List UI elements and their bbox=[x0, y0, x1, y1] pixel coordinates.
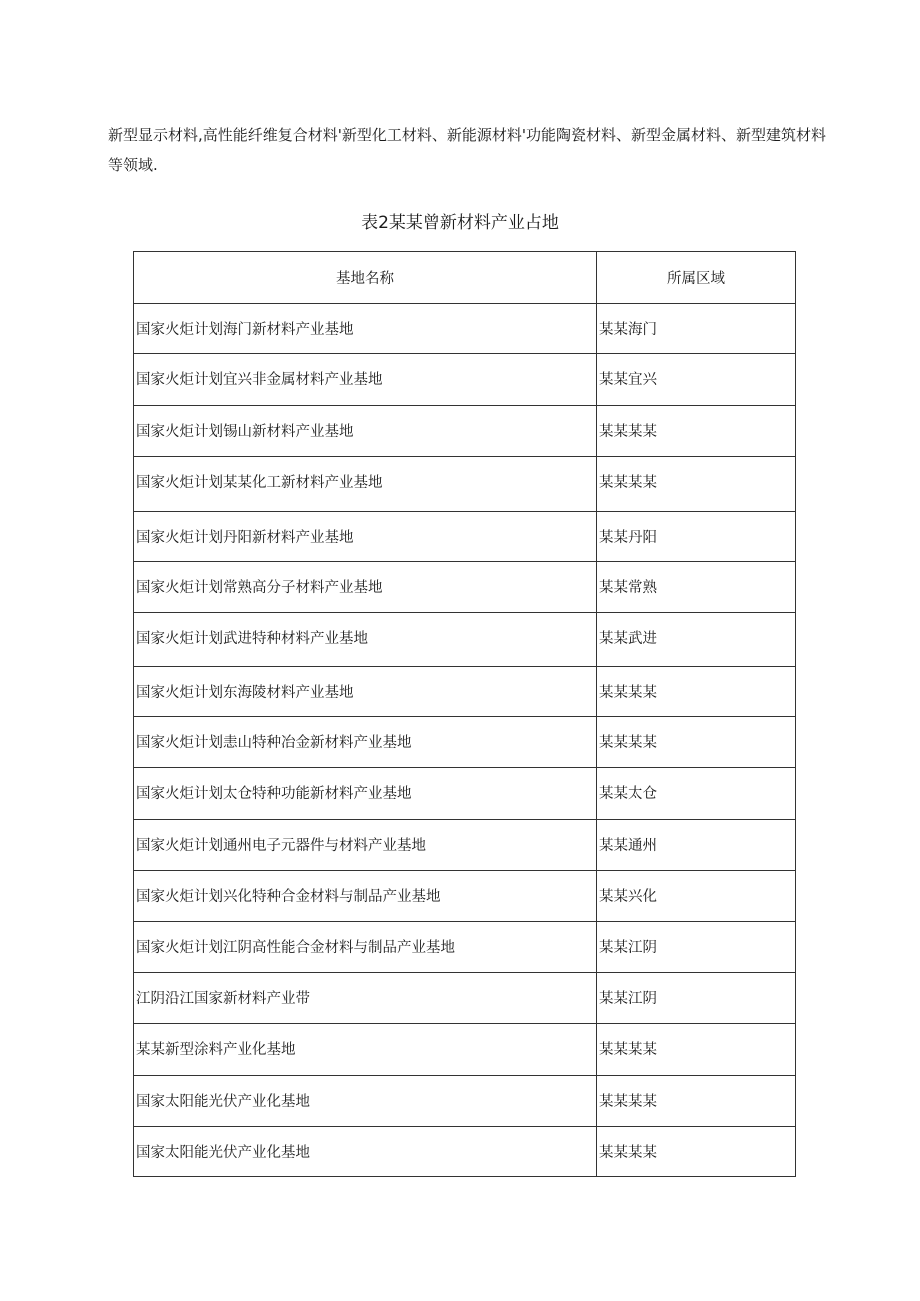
base-table bbox=[133, 251, 796, 1177]
cell-base-name: 国家火炬计划某某化工新材料产业基地 bbox=[134, 457, 597, 512]
cell-region: 某某某某 bbox=[597, 406, 796, 457]
table-row bbox=[134, 613, 796, 667]
table-row bbox=[134, 820, 796, 871]
table-row bbox=[134, 1076, 796, 1127]
table-header-row bbox=[134, 252, 796, 304]
cell-base-name: 国家火炬计划江阴高性能合金材料与制品产业基地 bbox=[134, 922, 597, 973]
cell-base-name: 国家太阳能光伏产业化基地 bbox=[134, 1076, 597, 1127]
body-paragraph: 新型显示材料,高性能纤维复合材料'新型化工材料、新能源材料'功能陶瓷材料、新型金属材料、新型建筑材料等领域. bbox=[108, 126, 827, 174]
table-row bbox=[134, 922, 796, 973]
cell-region: 某某海门 bbox=[597, 304, 796, 354]
table-row bbox=[134, 304, 796, 354]
table-row bbox=[134, 562, 796, 613]
table-body bbox=[134, 304, 796, 1177]
table-row bbox=[134, 406, 796, 457]
table-caption: 表2某某曾新材料产业占地 bbox=[361, 213, 559, 233]
cell-region: 某某某某 bbox=[597, 667, 796, 717]
cell-region: 某某江阴 bbox=[597, 973, 796, 1024]
cell-region: 某某某某 bbox=[597, 457, 796, 512]
cell-base-name: 国家火炬计划海门新材料产业基地 bbox=[134, 304, 597, 354]
table-row bbox=[134, 871, 796, 922]
header-base-name: 基地名称 bbox=[134, 252, 597, 304]
cell-region: 某某武进 bbox=[597, 613, 796, 667]
cell-region: 某某宜兴 bbox=[597, 354, 796, 406]
cell-region: 某某某某 bbox=[597, 1076, 796, 1127]
cell-region: 某某某某 bbox=[597, 1127, 796, 1177]
cell-base-name: 国家火炬计划丹阳新材料产业基地 bbox=[134, 512, 597, 562]
cell-base-name: 国家太阳能光伏产业化基地 bbox=[134, 1127, 597, 1177]
cell-region: 某某江阴 bbox=[597, 922, 796, 973]
cell-base-name: 国家火炬计划宜兴非金属材料产业基地 bbox=[134, 354, 597, 406]
table-row bbox=[134, 1024, 796, 1076]
table-row bbox=[134, 457, 796, 512]
table-row bbox=[134, 667, 796, 717]
table-row bbox=[134, 717, 796, 768]
table-row bbox=[134, 973, 796, 1024]
table-row bbox=[134, 768, 796, 820]
table-row bbox=[134, 512, 796, 562]
cell-base-name: 江阴沿江国家新材料产业带 bbox=[134, 973, 597, 1024]
cell-base-name: 国家火炬计划通州电子元器件与材料产业基地 bbox=[134, 820, 597, 871]
cell-region: 某某某某 bbox=[597, 717, 796, 768]
header-region: 所属区域 bbox=[597, 252, 796, 304]
cell-base-name: 国家火炬计划东海陵材料产业基地 bbox=[134, 667, 597, 717]
cell-region: 某某通州 bbox=[597, 820, 796, 871]
cell-base-name: 国家火炬计划锡山新材料产业基地 bbox=[134, 406, 597, 457]
table-row bbox=[134, 354, 796, 406]
cell-base-name: 国家火炬计划常熟高分子材料产业基地 bbox=[134, 562, 597, 613]
cell-region: 某某太仓 bbox=[597, 768, 796, 820]
cell-region: 某某常熟 bbox=[597, 562, 796, 613]
cell-base-name: 国家火炬计划兴化特种合金材料与制品产业基地 bbox=[134, 871, 597, 922]
table-row bbox=[134, 1127, 796, 1177]
cell-base-name: 国家火炬计划恚山特种冶金新材料产业基地 bbox=[134, 717, 597, 768]
cell-region: 某某某某 bbox=[597, 1024, 796, 1076]
cell-base-name: 国家火炬计划太仓特种功能新材料产业基地 bbox=[134, 768, 597, 820]
cell-region: 某某丹阳 bbox=[597, 512, 796, 562]
cell-base-name: 某某新型涂料产业化基地 bbox=[134, 1024, 597, 1076]
cell-base-name: 国家火炬计划武进特种材料产业基地 bbox=[134, 613, 597, 667]
cell-region: 某某兴化 bbox=[597, 871, 796, 922]
